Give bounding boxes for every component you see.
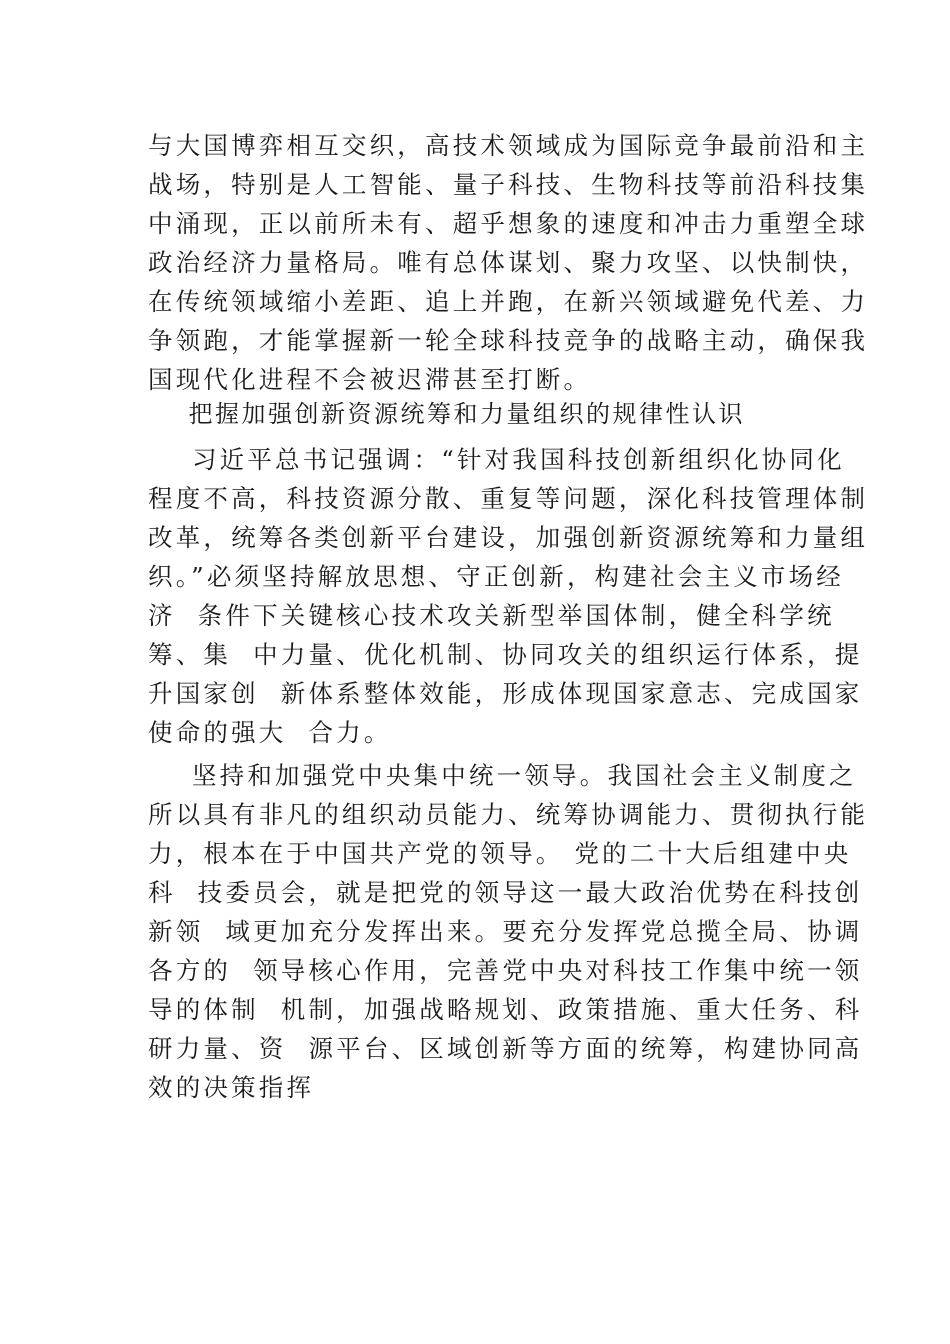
section-heading: 把握加强创新资源统筹和力量组织的规律性认识 — [148, 400, 746, 428]
text-line: 国现代化进程不会被迟滞甚至打断。 — [148, 365, 592, 394]
text-line: 中涌现，正以前所未有、超乎想象的速度和冲击力重塑全球 — [148, 209, 869, 238]
text-line: 济 条件下关键核心技术攻关新型举国体制，健全科学统 — [148, 601, 835, 630]
paragraph-quote — [148, 440, 869, 752]
paragraph-continued — [148, 126, 869, 399]
text-line: 新领 域更加充分发挥出来。要充分发挥党总揽全局、协调 — [148, 917, 863, 946]
text-line: 升国家创 新体系整体效能，形成体现国家意志、完成国家 — [148, 679, 863, 708]
text-line: 改革，统筹各类创新平台建设，加强创新资源统筹和力量组 — [148, 523, 869, 552]
text-line: 筹、集 中力量、优化机制、协同攻关的组织运行体系，提 — [148, 640, 863, 669]
text-line: 习近平总书记强调：“针对我国科技创新组织化协同化 — [148, 445, 845, 474]
text-line: 在传统领域缩小差距、追上并跑，在新兴领域避免代差、力 — [148, 287, 869, 316]
text-line: 研力量、资 源平台、区域创新等方面的统筹，构建协同高 — [148, 1034, 863, 1063]
paragraph-party-leadership — [148, 756, 869, 1107]
text-line: 争领跑，才能掌握新一轮全球科技竞争的战略主动，确保我 — [148, 326, 869, 355]
text-line: 效的决策指挥 — [148, 1073, 315, 1102]
text-line: 政治经济力量格局。唯有总体谋划、聚力攻坚、以快制快， — [148, 248, 869, 277]
text-line: 使命的强大 合力。 — [148, 718, 392, 747]
text-line: 各方的 领导核心作用，完善党中央对科技工作集中统一领 — [148, 956, 863, 985]
text-line: 导的体制 机制，加强战略规划、政策措施、重大任务、科 — [148, 995, 863, 1024]
text-line: 织。”必须坚持解放思想、守正创新，构建社会主义市场经 — [148, 562, 844, 591]
text-line: 程度不高，科技资源分散、重复等问题，深化科技管理体制 — [148, 484, 869, 513]
text-line: 科 技委员会，就是把党的领导这一最大政治优势在科技创 — [148, 878, 863, 907]
section-heading-block — [148, 395, 818, 434]
text-line: 所以具有非凡的组织动员能力、统筹协调能力、贯彻执行能 — [148, 800, 869, 829]
text-line: 力，根本在于中国共产党的领导。 党的二十大后组建中央 — [148, 839, 852, 868]
text-line: 战场，特别是人工智能、量子科技、生物科技等前沿科技集 — [148, 170, 869, 199]
text-line: 坚持和加强党中央集中统一领导。我国社会主义制度之 — [148, 761, 857, 790]
text-line: 与大国博弈相互交织，高技术领域成为国际竞争最前沿和主 — [148, 131, 869, 160]
